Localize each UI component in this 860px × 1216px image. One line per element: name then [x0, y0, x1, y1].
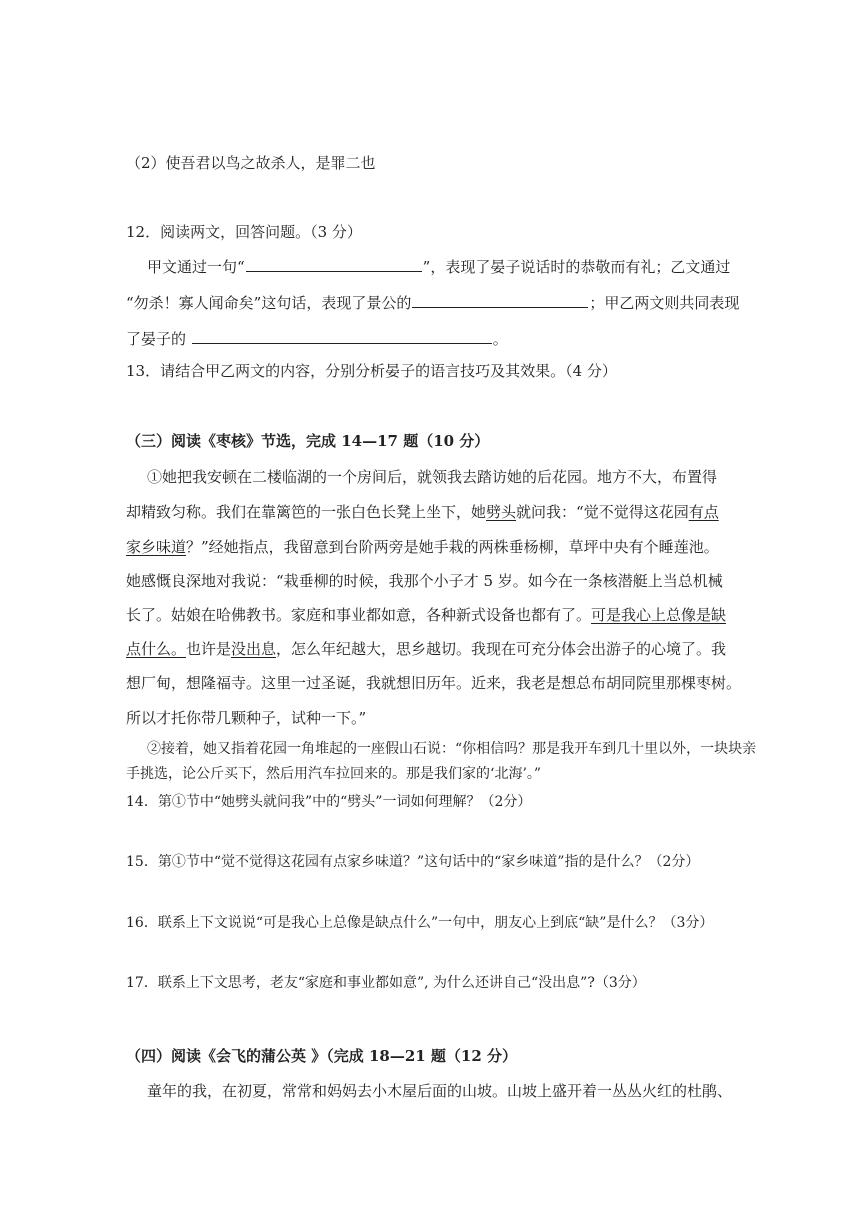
- question-12-line-1-end: ”，表现了晏子说话时的恭敬而有礼；乙文通过: [422, 258, 731, 276]
- answer-blank-3[interactable]: [192, 329, 492, 344]
- question-12-line-3-end: 。: [492, 330, 508, 348]
- answer-blank-2[interactable]: [412, 293, 588, 308]
- underlined-phrase: 可是我心上总像是缺: [591, 606, 727, 624]
- section-4-passage-line: 童年的我，在初夏，常常和妈妈去小木屋后面的山坡。山坡上盛开着一丛丛火红的杜鹃、: [147, 1082, 733, 1100]
- passage-text: 也许是: [186, 640, 232, 658]
- passage-line: 想厂甸，想隆福寺。这里一过圣诞，我就想旧历年。近来，我老是想总布胡同院里那棵枣树。: [126, 674, 742, 692]
- passage-text: ，怎么年纪越大，思乡越切。我现在可充分体会出游子的心境了。我: [276, 640, 727, 658]
- passage-text: 长了。姑娘在哈佛教书。家庭和事业都如意，各种新式设备也都有了。: [126, 606, 592, 624]
- question-11-item-2: （2）使吾君以鸟之故杀人，是罪二也: [126, 154, 376, 172]
- passage-line: 手挑选，论公斤买下，然后用汽车拉回来的。那是我们家的‘北海’。”: [126, 766, 542, 782]
- passage-line: 所以才托你带几颗种子，试种一下。”: [126, 709, 367, 727]
- question-12-line-2-start: “勿杀！寡人闻命矣”这句话，表现了景公的: [126, 294, 412, 312]
- passage-line: 她感慨良深地对我说：“栽垂柳的时候，我那个小子才 5 岁。如今在一条核潜艇上当总机械: [126, 572, 723, 590]
- question-12-line-3-start: 了晏子的: [126, 330, 191, 348]
- section-3-heading: （三）阅读《枣核》节选，完成 14—17 题（10 分）: [126, 432, 490, 450]
- question-12-line-1: [147, 256, 730, 277]
- passage-line: [126, 501, 719, 522]
- underlined-phrase: 没出息: [231, 640, 277, 658]
- passage-text: 就问我：“觉不觉得这花园: [516, 503, 689, 521]
- underlined-phrase: 劈头: [486, 503, 517, 521]
- question-12-line-1-start: 甲文通过一句“: [147, 258, 245, 276]
- section-4-heading: （四）阅读《会飞的蒲公英 》（完成 18—21 题（12 分）: [126, 1047, 518, 1065]
- question-12-line-2-end: ；甲乙两文则共同表现: [589, 294, 740, 312]
- answer-blank-1[interactable]: [246, 257, 422, 272]
- question-12-title: 12．阅读两文，回答问题。（3 分）: [126, 223, 362, 241]
- question-12-line-3: [126, 328, 508, 349]
- question-16: 16．联系上下文说说“可是我心上总像是缺点什么”一句中，朋友心上到底“缺”是什么？（3分）: [126, 915, 714, 931]
- question-13: 13．请结合甲乙两文的内容，分别分析晏子的语言技巧及其效果。（4 分）: [126, 362, 617, 380]
- passage-line: [126, 638, 726, 659]
- underlined-phrase: 点什么。: [126, 640, 187, 658]
- question-17: 17．联系上下文思考，老友“家庭和事业都如意”, 为什么还讲自己“没出息”?（3分）: [126, 975, 646, 991]
- underlined-phrase: 有点: [688, 503, 719, 521]
- passage-text: 却精致匀称。我们在靠篱笆的一张白色长凳上坐下，她: [126, 503, 487, 521]
- passage-line: [126, 536, 719, 557]
- passage-line: [126, 604, 726, 625]
- passage-text: ？”经她指点，我留意到台阶两旁是她手栽的两株垂杨柳，草坪中央有个睡莲池。: [186, 538, 719, 556]
- underlined-phrase: 家乡味道: [126, 538, 187, 556]
- passage-line: ①她把我安顿在二楼临湖的一个房间后，就领我去踏访她的后花园。地方不大，布置得: [147, 468, 718, 486]
- question-14: 14．第①节中“她劈头就问我”中的“劈头”一词如何理解？（2分）: [126, 794, 532, 810]
- question-12-line-2: [126, 292, 739, 313]
- passage-line: ②接着，她又指着花园一角堆起的一座假山石说：“你相信吗？那是我开车到几十里以外，一块块亲: [147, 741, 757, 757]
- question-15: 15．第①节中“觉不觉得这花园有点家乡味道？”这句话中的“家乡味道”指的是什么？（2分）: [126, 854, 700, 870]
